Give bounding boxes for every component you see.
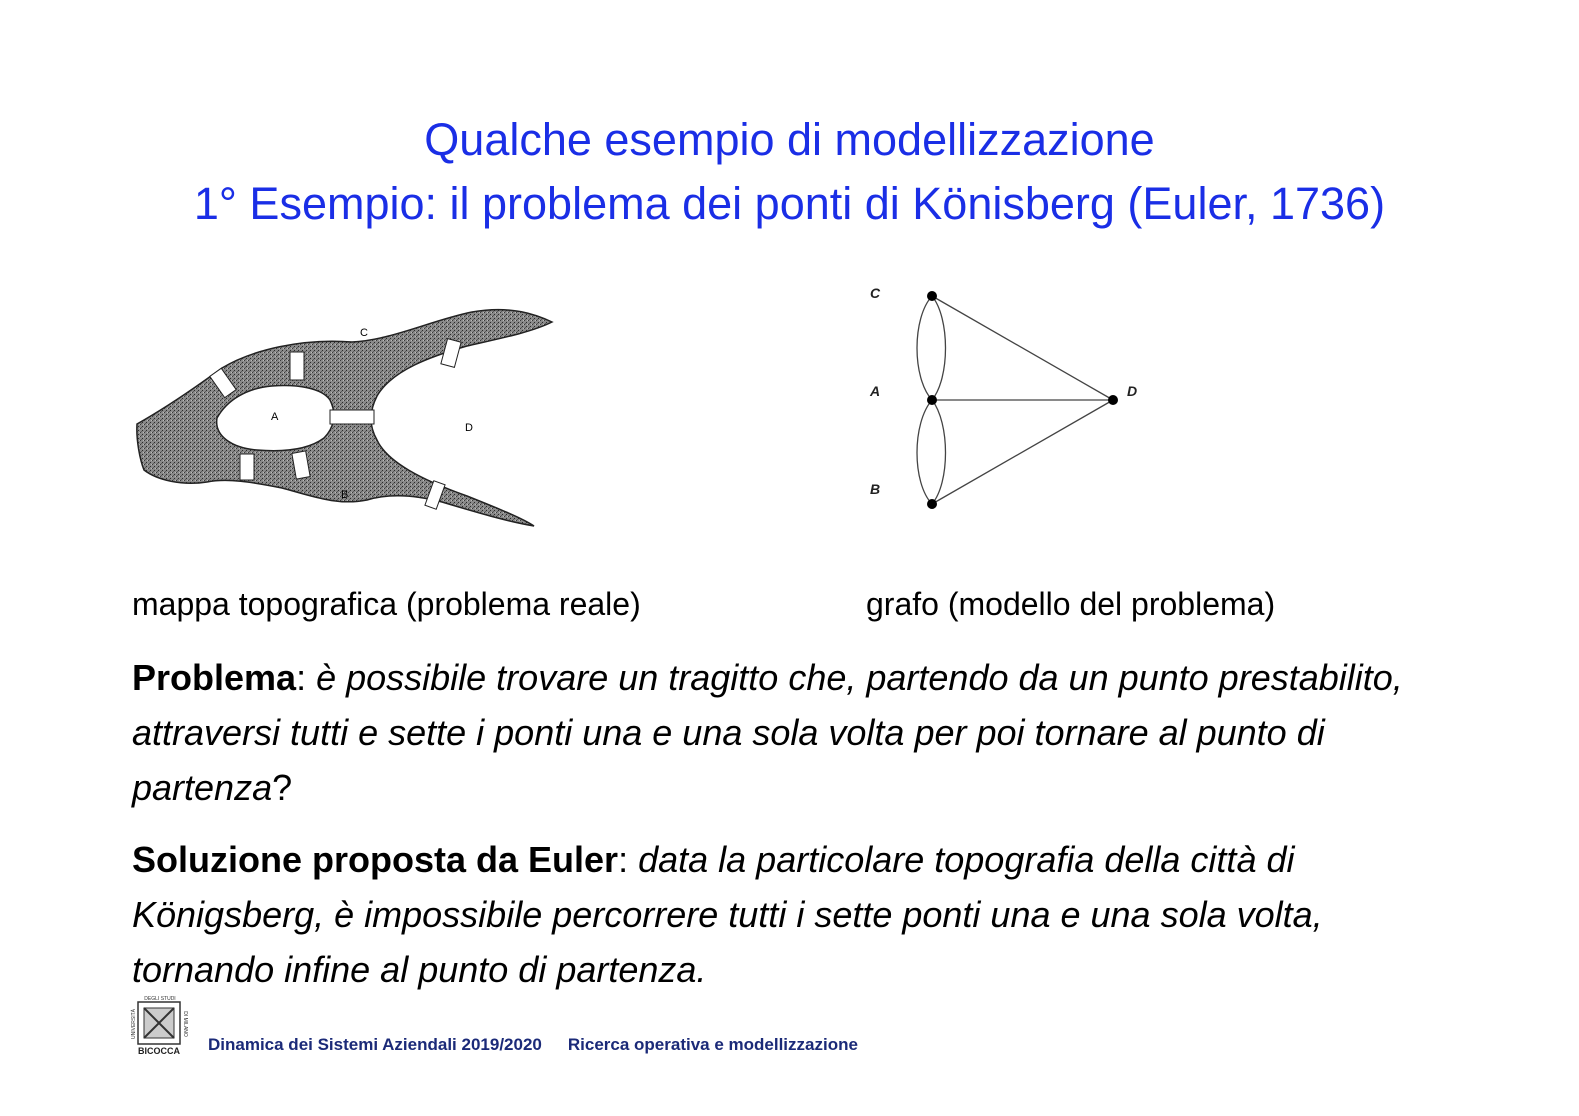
logo-text-left: UNIVERSITÀ: [131, 1008, 137, 1040]
graph-label-d: D: [1127, 383, 1138, 399]
logo-text-top: DEGLI STUDI: [144, 996, 176, 1002]
graph-label-b: B: [870, 481, 881, 497]
solution-paragraph: [132, 832, 1462, 997]
solution-label: Soluzione proposta da Euler: [132, 839, 619, 880]
problem-text: è possibile trovare un tragitto che, partendo da un punto prestabilito, attraversi tutti e sette i ponti una e una sola volta per poi tornare al punto di partenza: [132, 657, 1403, 808]
bridge: [290, 352, 304, 380]
solution-separator: :: [618, 839, 639, 880]
solution-text: data la particolare topografia della città di Königsberg, è impossibile percorrere tutti i sette ponti una e una sola volta, tornando infine al punto di partenza.: [132, 839, 1323, 990]
konigsberg-map: [132, 300, 562, 540]
footer-text: [208, 1034, 858, 1056]
edge-c-a-2: [932, 296, 946, 400]
graph-label-c: C: [870, 285, 881, 301]
bridge: [330, 410, 374, 424]
problem-end: ?: [272, 767, 293, 808]
graph-model: [862, 278, 1162, 518]
problem-label: Problema: [132, 657, 297, 698]
slide-footer: [130, 994, 858, 1056]
map-caption: mappa topografica (problema reale): [132, 586, 641, 622]
node-d: [1108, 395, 1118, 405]
problem-separator: :: [296, 657, 317, 698]
graph-label-a: A: [870, 383, 881, 399]
graph-caption: grafo (modello del problema): [866, 586, 1276, 622]
map-label-d: D: [465, 422, 473, 434]
map-label-c: C: [360, 327, 368, 339]
problem-paragraph: [132, 650, 1462, 815]
footer-topic: Ricerca operativa e modellizzazione: [567, 1035, 858, 1054]
node-a: [927, 395, 937, 405]
footer-course: Dinamica dei Sistemi Aziendali 2019/2020: [208, 1035, 542, 1054]
university-logo-icon: [130, 994, 188, 1056]
node-c: [927, 291, 937, 301]
konigsberg-map-drawing: [132, 300, 562, 540]
node-b: [927, 499, 937, 509]
slide-title: Qualche esempio di modellizzazione: [424, 114, 1155, 165]
graph-model-drawing: [862, 278, 1162, 518]
map-label-b: B: [341, 489, 349, 501]
edge-c-a-1: [917, 296, 932, 400]
edge-a-b-1: [917, 400, 932, 504]
university-logo: [130, 994, 188, 1056]
logo-text-right: DI MILANO: [182, 1011, 188, 1037]
map-label-a: A: [271, 411, 279, 423]
bridge: [240, 454, 254, 480]
logo-text-bottom: BICOCCA: [138, 1046, 180, 1056]
edge-a-b-2: [932, 400, 946, 504]
slide-subtitle: 1° Esempio: il problema dei ponti di Könisberg (Euler, 1736): [193, 178, 1386, 229]
edge-b-d: [932, 400, 1113, 504]
edge-c-d: [932, 296, 1113, 400]
